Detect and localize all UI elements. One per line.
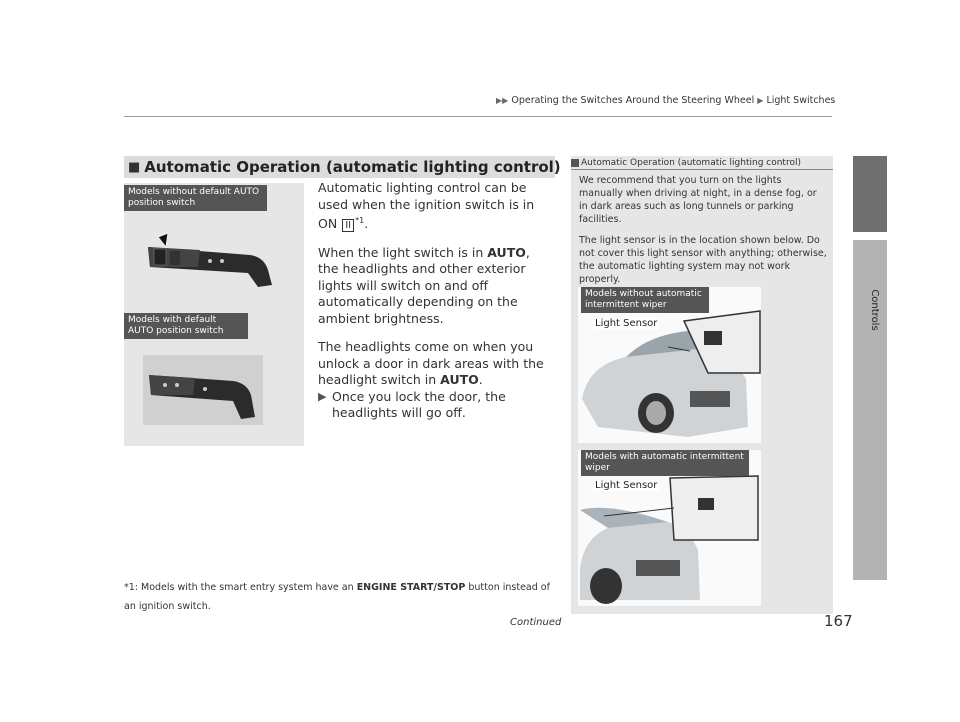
paragraph-unlock: The headlights come on when you unlock a door in dark areas with the headlight switch in AUTO.	[318, 339, 544, 388]
model-tag-without-auto-wiper: Models without automatic intermittent wiper	[581, 287, 709, 313]
section-title: Automatic Operation (automatic lighting control)	[144, 158, 561, 176]
light-sensor-label: Light Sensor	[595, 318, 658, 329]
paragraph-ignition: Automatic lighting control can be used when the ignition switch is in ON II $^{*1}$.	[318, 180, 535, 232]
continued-label: Continued	[510, 617, 562, 628]
page-number: 167	[824, 612, 853, 630]
breadcrumb-item-switches[interactable]: Operating the Switches Around the Steering Wheel	[511, 95, 755, 106]
square-bullet-icon: ■	[128, 159, 141, 175]
triangle-bullet-icon: ▶	[318, 389, 327, 403]
side-tab-marker	[853, 156, 887, 232]
model-tag-with-auto-wiper: Models with automatic intermittent wiper	[581, 450, 749, 476]
light-switch-stalk-image-auto	[143, 355, 263, 425]
breadcrumb-arrow-icon: ▶	[757, 96, 764, 105]
section-heading	[124, 156, 561, 178]
side-tab-label[interactable]: Controls	[869, 289, 880, 331]
breadcrumb-arrow-icon: ▶▶	[496, 96, 509, 105]
model-tag-without-auto: Models without default AUTO position switch	[124, 185, 267, 211]
light-switch-stalk-image	[140, 225, 280, 290]
note-body	[579, 174, 827, 294]
footnote-ref[interactable]: *1	[355, 216, 365, 225]
footnote: *1: Models with the smart entry system have an ENGINE START/STOP button instead of an ignition switch.	[124, 582, 550, 612]
note-icon	[571, 159, 579, 167]
stalk-illustration-icon	[140, 225, 280, 290]
note-paragraph-1: We recommend that you turn on the lights manually when driving at night, in a dense fog, or in dark areas such as long tunnels or parking facilities.	[579, 175, 817, 225]
body-text	[318, 180, 554, 434]
breadcrumb-item-light-switches[interactable]: Light Switches	[766, 95, 836, 106]
sub-bullet: ▶ Once you lock the door, the headlights will go off.	[318, 388, 506, 421]
ignition-key-symbol: II	[342, 219, 354, 232]
note-divider	[571, 169, 833, 170]
note-paragraph-2: The light sensor is in the location shown below. Do not cover this light sensor with anything; otherwise, the automatic lighting system may not work properly.	[579, 235, 827, 285]
model-tag-with-auto: Models with default AUTO position switch	[124, 313, 248, 339]
stalk-illustration-icon	[143, 355, 263, 425]
header-divider	[124, 116, 832, 117]
light-sensor-label: Light Sensor	[595, 480, 658, 491]
note-title: Automatic Operation (automatic lighting control)	[571, 158, 801, 168]
paragraph-auto: When the light switch is in AUTO, the headlights and other exterior lights will switch on and off automatically depending on the ambient brightness.	[318, 244, 530, 326]
breadcrumb	[496, 95, 835, 106]
